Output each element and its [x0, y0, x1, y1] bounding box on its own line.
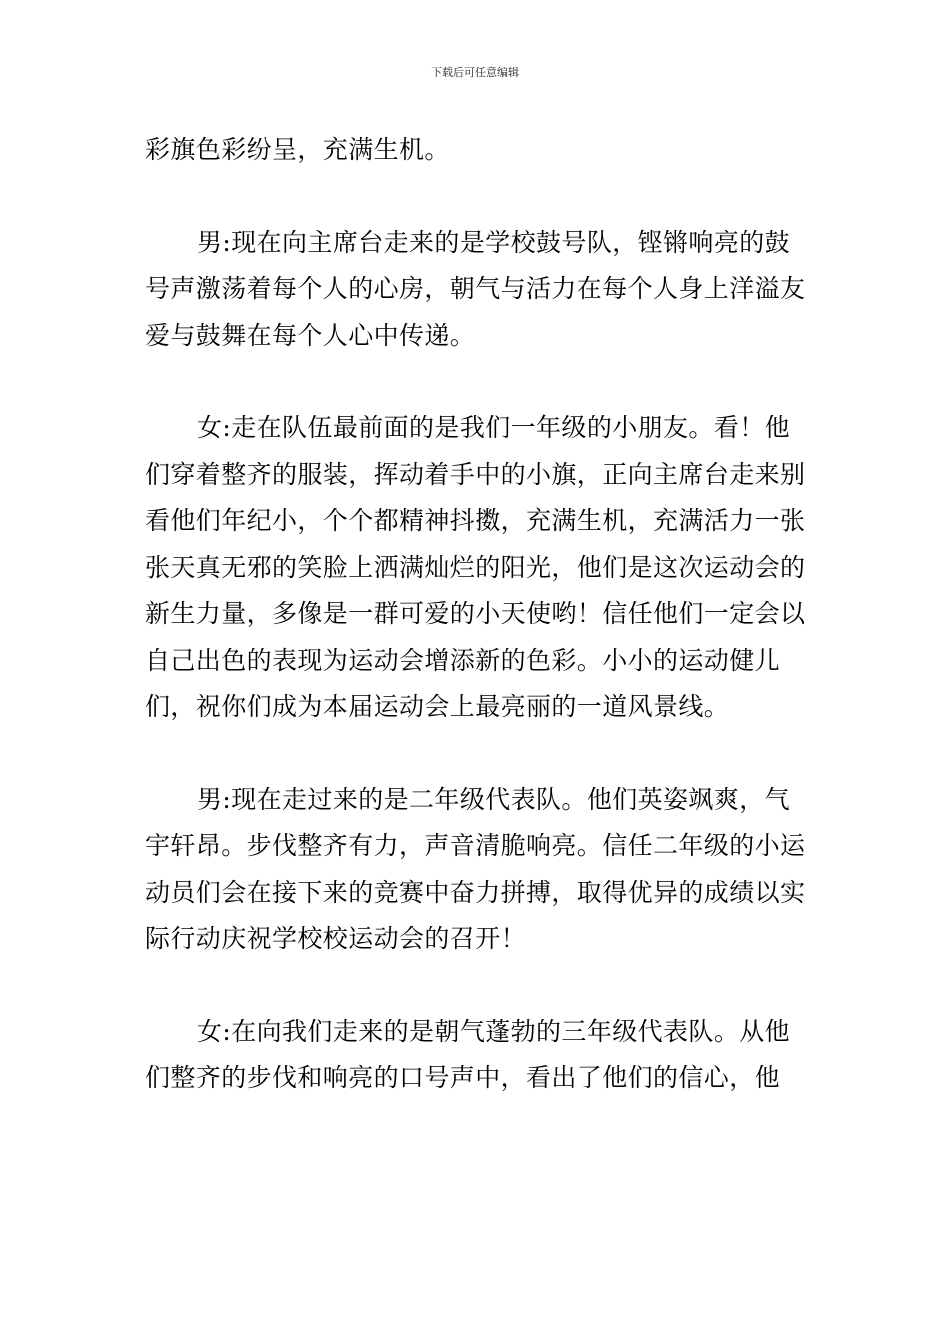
paragraph-grade-three: 女:在向我们走来的是朝气蓬勃的三年级代表队。从他们整齐的步伐和响亮的口号声中，看出了他们的信心，他	[145, 1016, 791, 1092]
paragraph-continuation: 彩旗色彩纷呈，充满生机。	[145, 135, 450, 164]
document-body	[145, 127, 807, 1102]
paragraph-grade-one: 女:走在队伍最前面的是我们一年级的小朋友。看！他们穿着整齐的服装，挥动着手中的小旗，正向主席台走来别看他们年纪小，个个都精神抖擞，充满生机，充满活力一张张天真无邪的笑脸上洒满灿烂的阳光，他们是这次运动会的新生力量，多像是一群可爱的小天使哟！信任他们一定会以自己出色的表现为运动会增添新的色彩。小小的运动健儿们，祝你们成为本届运动会上最亮丽的一道风景线。	[145, 413, 806, 721]
paragraph-grade-two: 男:现在走过来的是二年级代表队。他们英姿飒爽，气宇轩昂。步伐整齐有力，声音清脆响亮。信任二年级的小运动员们会在接下来的竞赛中奋力拼搏，取得优异的成绩以实际行动庆祝学校校运动会的召开！	[145, 784, 806, 953]
paragraph-drum-band: 男:现在向主席台走来的是学校鼓号队，铿锵响亮的鼓号声激荡着每个人的心房，朝气与活力在每个人身上洋溢友爱与鼓舞在每个人心中传递。	[145, 227, 806, 350]
page-header: 下载后可任意编辑	[431, 66, 519, 79]
